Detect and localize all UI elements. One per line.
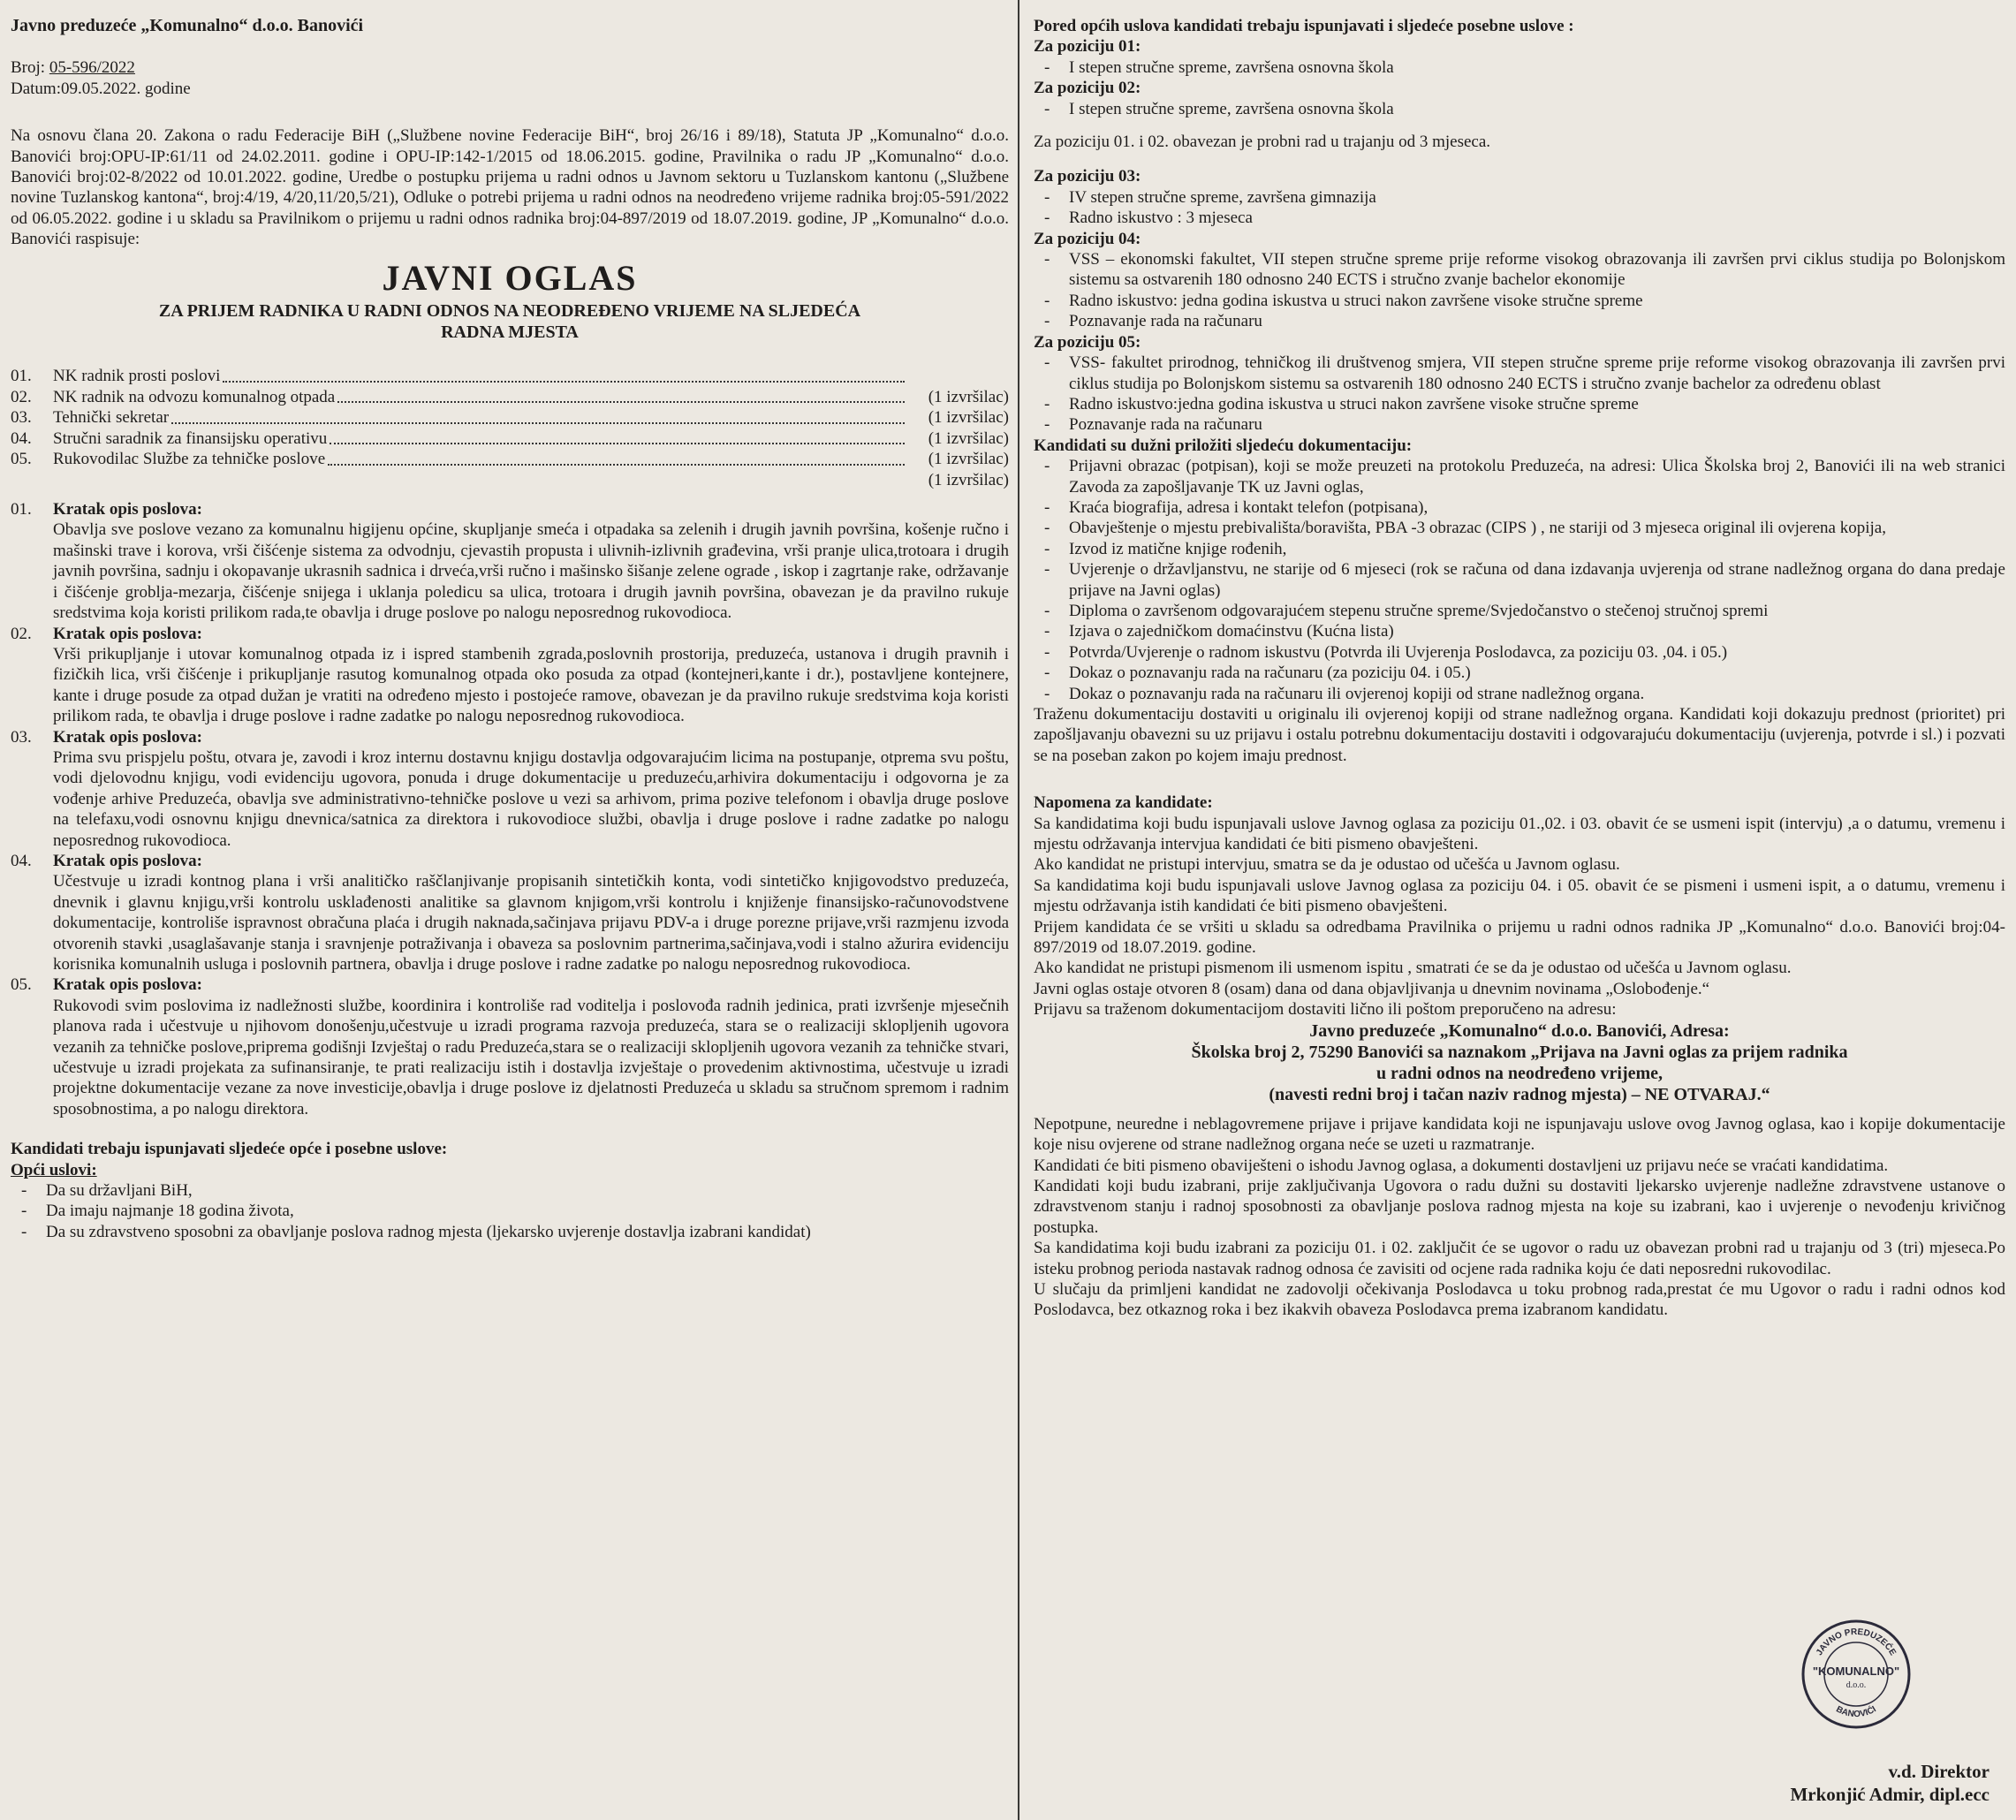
position-5-requirements <box>1034 353 2005 436</box>
right-column <box>1034 16 2005 1811</box>
job-description-1: 01. Kratak opis poslova: Obavlja sve poslove vezano za komunalnu higijenu općine, skupljanje smeća i otpadaka sa zelenih i drugih javnih površina, košenje ručno i mašinski trave i korova, vrši čišćenje sistema za odvodnju, cjevastih propusta i ulivnih-izlivnih građevina, vrši pranje ulica,trotoara i drugih javnih površina, sadnju i okopavanje ukrasnih sadnica i drveća,vrši ručno i mašinsko šišanje zelene ograde , iskop i zagrtanje rake, održavanje i čišćenje groblja-mezarja, čišćenje snijega i uklanja poledicu sa ulica, trotoara i drugih javnih površina, obavezan je da pravilno rukuje sredstvima koja koristi prilikom rada,te obavlja i druge poslove po nalogu neposrednog rukovodioca. <box>11 500 1009 623</box>
signature-block <box>1790 1760 1989 1806</box>
trial-period-note: Za poziciju 01. i 02. obavezan je probni rad u trajanju od 3 mjeseca. <box>1034 133 1491 152</box>
position-item: (1 izvršilac) <box>928 470 1009 489</box>
documents-list <box>1034 456 2005 704</box>
position-3-heading: Za poziciju 03: <box>1034 167 1141 186</box>
list-item: - I stepen stručne spreme, završena osnovna škola <box>1034 99 2005 119</box>
list-item: - Obavještenje o mjestu prebivališta/boravišta, PBA -3 obrazac (CIPS ) , ne stariji od 3 mjeseca original ili ovjerena kopija, <box>1034 518 2005 538</box>
description-heading: Kratak opis poslova: <box>53 851 202 870</box>
position-item: 01. NK radnik prosti poslovi <box>11 366 1009 387</box>
description-text: Učestvuje u izradi kontnog plana i vrši analitičko raščlanjivanje propisanih sintetičkih konta, vodi sintetičko knjigovodstvo preduzeća, dnevnik i glavnu knjigu,vrši kontrolu usklađenosti analitike sa glavnom knjigom,vrši kontrolu i knjiženje finansijsko-računovodstvene dokumentacije, kontroliše ispravnost obračuna plaća i drugih naknada,sačinjava prijavu PDV-a i druge porezne prijave,vrši razmjenu izvoda otvorenih stavki ,usaglašavanje stanja i sravnjenje potraživanja i obaveza sa poslovnim partnerima,sačinjava,vodi i stalno ažurira evidenciju korisnika komunalnih usluga i poslovnih partnera, obavlja i druge poslove i radne zadatke po nalogu neposrednog rukovodioca. <box>53 872 1009 974</box>
list-item: - IV stepen stručne spreme, završena gimnazija <box>1034 187 2005 208</box>
list-item: - VSS- fakultet prirodnog, tehničkog ili društvenog smjera, VII stepen stručne spreme prije reforme visokog obrazovanja ili završen prvi ciklus studija po Bolonjskom sistemu sa ostvarenih 180 odnosno 240 ECTS i stručno zvanje bachelor za određenu oblast <box>1034 353 2005 394</box>
stamp-middle-text: "KOMUNALNO" <box>1812 1665 1900 1678</box>
job-description-5: 05. Kratak opis poslova: Rukovodi svim poslovima iz nadležnosti službe, koordinira i kontroliše rad voditelja i poslovođa radnih jedinica, prati izvršenje mjesečnih planova rada i učestvuje u njihovom donošenju,učestvuje u izradi programa razvoja preduzeća, stara se o realizaciji sklopljenih ugovora vezanih za tehničke poslove,priprema godišnji Izvještaj o radu Preduzeća,stara se o realizaciji sklopljenih ugovora vezanih za tehničke stvari, učestvuje u izradi projekata za sufinansiranje, te prati realizaciju istih i dostavlja izvještaje o provedenim aktivnostima, učestvuje u izradi projektne dokumentacije vezane za nove investicije,obavlja i druge poslove iz djelatnosti Preduzeća u skladu sa stručnom spremom i radnim sposobnostima, a po nalogu direktora. <box>11 975 1009 1119</box>
description-text: Rukovodi svim poslovima iz nadležnosti službe, koordinira i kontroliše rad voditelja i poslovođa radnih jedinica, prati izvršenje mjesečnih planova rada i učestvuje u njihovom donošenju,učestvuje u izradi programa razvoja preduzeća, stara se o realizaciji sklopljenih ugovora vezanih za tehničke poslove,priprema godišnji Izvještaj o radu Preduzeća,stara se o realizaciji sklopljenih ugovora vezanih za tehničke stvari, učestvuje u izradi projekata za sufinansiranje, te prati realizaciju istih i dostavlja izvještaje o provedenim aktivnostima, učestvuje u izradi projektne dokumentacije vezane za nove investicije,obavlja i druge poslove iz djelatnosti Preduzeća u skladu sa stručnom spremom i radnim sposobnostima, a po nalogu direktora. <box>53 996 1009 1119</box>
position-2-requirements <box>1034 99 2005 119</box>
dotted-leader <box>328 464 905 466</box>
list-item: - Kraća biografija, adresa i kontakt telefon (potpisana), <box>1034 497 2005 518</box>
list-item: - Da imaju najmanje 18 godina života, <box>11 1201 1009 1221</box>
position-1-requirements <box>1034 57 2005 78</box>
notice-heading: Napomena za kandidate: <box>1034 793 1213 813</box>
position-item: 03. Tehnički sekretar (1 izvršilac) <box>11 408 1009 428</box>
position-item: 02. NK radnik na odvozu komunalnog otpada (1 izvršilac) <box>11 387 1009 406</box>
job-description-2: 02. Kratak opis poslova: Vrši prikupljanje i utovar komunalnog otpada iz i ispred stambenih zgrada,poslovnih prostorija, preduzeća, ustanova i drugih pravnih i fizičkih lica, vrši čišćenje i prikupljanje rasutog komunalnog otpada oko posuda za otpad (kontejneri,kante i dr.), postavljene kontejnere, kante i druge posude za otpad dužan je vratiti na određeno mjesto i postojeće ramove, obavezan je da pravilno rukuje sredstvima koja koristi prilikom rada, te obavlja i druge poslove i radne zadatke po nalogu neposrednog rukovodioca. <box>11 624 1009 726</box>
job-description-4: 04. Kratak opis poslova: Učestvuje u izradi kontnog plana i vrši analitičko raščlanjivanje propisanih sintetičkih konta, vodi sintetičko knjigovodstvo preduzeća, dnevnik i glavnu knjigu,vrši kontrolu usklađenosti analitike sa glavnom knjigom,vrši kontrolu i knjiženje finansijsko-računovodstvene dokumentacije, kontroliše ispravnost obračuna plaća i drugih naknada,sačinjava prijavu PDV-a i druge porezne prijave,vrši razmjenu izvoda otvorenih stavki ,usaglašavanje stanja i sravnjenje potraživanja i obaveza sa poslovnim partnerima,sačinjava,vodi i stalno ažurira evidenciju korisnika komunalnih usluga i poslovnih partnera, obavlja i druge poslove i radne zadatke po nalogu neposrednog rukovodioca. <box>11 851 1009 974</box>
positions-list <box>11 366 1009 490</box>
description-heading: Kratak opis poslova: <box>53 624 202 643</box>
notice-paragraph: Ako kandidat ne pristupi intervjuu, smatra se da je odustao od učešća u Javnom oglasu. <box>1034 855 1620 875</box>
description-text: Vrši prikupljanje i utovar komunalnog otpada iz i ispred stambenih zgrada,poslovnih prostorija, preduzeća, ustanova i drugih pravnih i fizičkih lica, vrši čišćenje i prikupljanje rasutog komunalnog otpada oko posuda za otpad (kontejneri,kante i dr.), postavljene kontejnere, kante i druge posude za otpad dužan je vratiti na određeno mjesto i postojeće ramove, obavezan je da pravilno rukuje sredstvima koja koristi prilikom rada, te obavlja i druge poslove i radne zadatke po nalogu neposrednog rukovodioca. <box>53 644 1009 726</box>
document-number: Broj: 05-596/2022 <box>11 58 135 78</box>
column-divider <box>1018 0 1019 1820</box>
signature-name: Mrkonjić Admir, dipl.ecc <box>1790 1784 1989 1805</box>
signature-role: v.d. Direktor <box>1888 1761 1989 1782</box>
description-heading: Kratak opis poslova: <box>53 500 202 519</box>
list-item: - Izjava o zajedničkom domaćinstvu (Kućna lista) <box>1034 621 2005 641</box>
position-item: 05. Rukovodilac Službe za tehničke poslove (1 izvršilac) <box>11 450 1009 469</box>
notice-paragraph: Prijavu sa traženom dokumentacijom dostaviti lično ili poštom preporučeno na adresu: <box>1034 1000 1617 1020</box>
position-3-requirements <box>1034 187 2005 229</box>
list-item: - Izvod iz matične knjige rođenih, <box>1034 539 2005 559</box>
special-requirements-heading: Pored općih uslova kandidati trebaju ispunjavati i sljedeće posebne uslove : <box>1034 17 1574 35</box>
list-item: - Da su državljani BiH, <box>11 1180 1009 1201</box>
left-column <box>11 16 1009 1811</box>
dotted-leader <box>337 401 905 403</box>
closing-paragraph: Nepotpune, neuredne i neblagovremene prijave i prijave kandidata koji ne ispunjavaju uslove ovog Javnog oglasa, kao i kopije dokumentacije koje nisu ovjerene od strane nadležnog organa neće se uzeti u razmatranje. <box>1034 1114 2005 1155</box>
dotted-leader <box>171 422 905 424</box>
list-item: - Dokaz o poznavanju rada na računaru (za poziciju 04. i 05.) <box>1034 663 2005 683</box>
page-title: JAVNI OGLAS <box>382 257 638 298</box>
list-item: - Da su zdravstveno sposobni za obavljanje poslova radnog mjesta (ljekarsko uvjerenje dostavlja izabrani kandidat) <box>11 1222 1009 1242</box>
description-heading: Kratak opis poslova: <box>53 727 202 747</box>
dotted-leader <box>223 381 905 383</box>
intro-paragraph: Na osnovu člana 20. Zakona o radu Federacije BiH („Službene novine Federacije BiH“, broj 26/16 i 89/18), Statuta JP „Komunalno“ d.o.o. Banovići broj:OPU-IP:61/11 od 24.02.2011. godine i OPU-IP:142-1/2015 od 18.06.2015. godine, Pravilnika o radu JP „Komunalno“ d.o.o. Banovići broj:02-8/2022 od 10.01.2022. godine, Uredbe o postupku prijema u radni odnos u Javnom sektoru u Tuzlanskom kantonu („Službene novine Tuzlanskog kantona“, broj:4/19, 4/20,11/20,5/21), Odluke o potrebi prijema u radni odnos na neodređeno vrijeme radnika broj:05-591/2022 od 06.05.2022. godine i u skladu sa Pravilnikom o prijemu u radni odnos radnika broj:04-897/2019 od 18.07.2019. godine, JP „Komunalno“ d.o.o. Banovići raspisuje: <box>11 126 1009 249</box>
notice-paragraph: Javni oglas ostaje otvoren 8 (osam) dana od dana objavljivanja u dnevnim novinama „Oslobođenje.“ <box>1034 979 1710 998</box>
document-date: Datum:09.05.2022. godine <box>11 79 191 98</box>
page-subtitle: ZA PRIJEM RADNIKA U RADNI ODNOS NA NEODREĐENO VRIJEME NA SLJEDEĆA RADNA MJESTA <box>158 301 861 343</box>
position-4-requirements <box>1034 249 2005 332</box>
position-4-heading: Za poziciju 04: <box>1034 229 1141 248</box>
list-item: - Diploma o završenom odgovarajućem stepenu stručne spreme/Svjedočanstvo o stečenoj stručnoj spremi <box>1034 601 2005 621</box>
list-item: - Dokaz o poznavanju rada na računaru ili ovjerenoj kopiji od strane nadležnog organa. <box>1034 684 2005 704</box>
requirements-heading: Kandidati trebaju ispunjavati sljedeće opće i posebne uslove: <box>11 1140 448 1159</box>
stamp-sub-text: d.o.o. <box>1845 1680 1867 1690</box>
documents-note: Traženu dokumentaciju dostaviti u originalu ili ovjerenoj kopiji od strane nadležnog organa. Kandidati koji dokazuju prednost (prioritet) pri zapošljavanju obavezni su uz prijavu i ostalu potrebnu dokumentaciju dostaviti i odgovarajuću dokumentaciju (uvjerenja, potvrde i sl.) i pozvati se na poseban zakon po kojem imaju prednost. <box>1034 705 2005 765</box>
closing-paragraph: U slučaju da primljeni kandidat ne zadovolji očekivanja Poslodavca u toku probnog rada,prestat će mu Ugovor o radu i radni odnos kod Poslodavca, bez otkaznog roka i bez ikakvih obaveza Poslodavca prema izabranom kandidatu. <box>1034 1279 2005 1320</box>
list-item: - Prijavni obrazac (potpisan), koji se može preuzeti na protokolu Preduzeća, na adresi: Ulica Školska broj 2, Banovići ili na web stranici Zavoda za zapošljavanje TK uz Javni oglas, <box>1034 456 2005 497</box>
list-item: - Uvjerenje o državljanstvu, ne starije od 6 mjeseci (rok se računa od dana izdavanja uvjerenja od strane nadležnog organa do dana predaje prijave na Javni oglas) <box>1034 559 2005 601</box>
position-5-heading: Za poziciju 05: <box>1034 332 1141 352</box>
description-heading: Kratak opis poslova: <box>53 975 202 995</box>
position-2-heading: Za poziciju 02: <box>1034 79 1141 98</box>
notice-paragraph: Sa kandidatima koji budu ispunjavali uslove Javnog oglasa za poziciju 04. i 05. obavit će se pismeni i usmeni ispit, a o datumu, vremenu i mjestu održavanja istih kandidati će biti pismeno obavješteni. <box>1034 876 2005 916</box>
list-item: - Potvrda/Uvjerenje o radnom iskustvu (Potvrda ili Uvjerenja Poslodavca, za poziciju 03. ,04. i 05.) <box>1034 642 2005 663</box>
list-item: - I stepen stručne spreme, završena osnovna škola <box>1034 57 2005 78</box>
closing-paragraph: Kandidati koji budu izabrani, prije zaključivanja Ugovora o radu dužni su dostaviti ljekarsko uvjerenje nadležne zdravstvene ustanove o zdravstvenom stanju i radnoj sposobnosti za obavljanje poslova radnog mjesta na koje su izabrani, kao i uvjerenje o nevođenju krivičnog postupka. <box>1034 1176 2005 1237</box>
document-number-value: 05-596/2022 <box>49 58 135 78</box>
job-description-3: 03. Kratak opis poslova: Prima svu prispjelu poštu, otvara je, zavodi i kroz internu dostavnu knjigu dostavlja odgovarajućim licima na postupanje, otprema svu poštu, vodi djelovodnu knjigu, vodi evidenciju ugovora, ponuda i druge dokumentacije u preduzeću,arhivira dokumentaciju i odgovorna je za vođenje arhive Preduzeća, obavlja sve administrativno-tehničke poslove u vezi sa arhivom, prima pozive telefonom i obavlja druge poslove na telefaxu,vodi osnovnu knjigu dnevnica/satnica za direktora i rukovodioce službi, obavlja i druge poslove i radne zadatke po nalogu neposrednog rukovodioca. <box>11 727 1009 850</box>
stamp-top-text: JAVNO PREDUZEĆE <box>1815 1627 1898 1657</box>
position-item: 04. Stručni saradnik za finansijsku operativu (1 izvršilac) <box>11 428 1009 448</box>
mailing-address: Javno preduzeće „Komunalno“ d.o.o. Banovići, Adresa: Školska broj 2, 75290 Banovići sa naznakom „Prijava na Javni oglas za prijem radnika u radni odnos na neodređeno vrijeme, (navesti redni broj i tačan naziv radnog mjesta) – NE OTVARAJ.“ <box>1191 1020 1848 1104</box>
general-requirements-heading: Opći uslovi: <box>11 1160 97 1179</box>
notice-paragraph: Prijem kandidata će se vršiti u skladu sa odredbama Pravilnika o prijemu u radni odnos radnika JP „Komunalno“ d.o.o. Banovići broj:04-897/2019 od 18.07.2019. godine. <box>1034 917 2005 958</box>
stamp-bottom-text: BANOVIĆI <box>1834 1704 1878 1720</box>
company-header: Javno preduzeće „Komunalno“ d.o.o. Banovići <box>11 16 364 35</box>
list-item: - Radno iskustvo : 3 mjeseca <box>1034 208 2005 228</box>
list-item: - Poznavanje rada na računaru <box>1034 414 2005 435</box>
closing-paragraph: Sa kandidatima koji budu izabrani za poziciju 01. i 02. zaključit će se ugovor o radu uz obavezan probni rad u trajanju od 3 (tri) mjeseca.Po isteku probnog perioda nastavak radnog odnosa će zavisiti od ocjene rada radnika koju će dati neposredni rukovodilac. <box>1034 1239 2005 1278</box>
dotted-leader <box>330 443 905 444</box>
list-item: - Radno iskustvo: jedna godina iskustva u struci nakon završene visoke stručne spreme <box>1034 291 2005 311</box>
list-item: - Radno iskustvo:jedna godina iskustva u struci nakon završene visoke stručne spreme <box>1034 394 2005 414</box>
position-1-heading: Za poziciju 01: <box>1034 37 1141 57</box>
documents-heading: Kandidati su dužni priložiti sljedeću dokumentaciju: <box>1034 436 1413 455</box>
description-text: Prima svu prispjelu poštu, otvara je, zavodi i kroz internu dostavnu knjigu dostavlja odgovarajućim licima na postupanje, otprema svu poštu, vodi djelovodnu knjigu, vodi evidenciju ugovora, ponuda i druge dokumentacije u preduzeću,arhivira dokumentaciju i odgovorna je za vođenje arhive Preduzeća, obavlja sve administrativno-tehničke poslove u vezi sa arhivom, prima pozive telefonom i obavlja druge poslove na telefaxu,vodi osnovnu knjigu dnevnica/satnica za direktora i rukovodioce službi, obavlja i druge poslove i radne zadatke po nalogu neposrednog rukovodioca. <box>53 747 1009 850</box>
company-stamp <box>1799 1617 1914 1732</box>
list-item: - Poznavanje rada na računaru <box>1034 311 2005 331</box>
notice-paragraph: Sa kandidatima koji budu ispunjavali uslove Javnog oglasa za poziciju 01.,02. i 03. obavit će se usmeni ispit (intervju) ,a o datumu, vremenu i mjestu održavanja intervjua kandidati će biti pismeno obavješteni. <box>1034 814 2005 854</box>
notice-paragraph: Ako kandidat ne pristupi pismenom ili usmenom ispitu , smatrati će se da je odustao od učešća u Javnom oglasu. <box>1034 959 1792 978</box>
description-text: Obavlja sve poslove vezano za komunalnu higijenu općine, skupljanje smeća i otpadaka sa zelenih i drugih javnih površina, košenje ručno i mašinski trave i korova, vrši čišćenje sistema za odvodnju, cjevastih propusta i ulivnih-izlivnih građevina, vrši pranje ulica,trotoara i drugih javnih površina, sadnju i okopavanje ukrasnih sadnica i drveća,vrši ručno i mašinsko šišanje zelene ograde , iskop i zagrtanje rake, održavanje i čišćenje groblja-mezarja, čišćenje snijega i uklanja poledicu sa ulica, trotoara i drugih javnih površina, obavezan je da pravilno rukuje sredstvima koja koristi prilikom rada,te obavlja i druge poslove po nalogu neposrednog rukovodioca. <box>53 520 1009 623</box>
general-requirements-list <box>11 1180 1009 1242</box>
list-item: - VSS – ekonomski fakultet, VII stepen stručne spreme prije reforme visokog obrazovanja ili završen prvi ciklus studija po Bolonjskom sistemu sa ostvarenih 180 odnosno 240 ECTS i stručno zvanje bachelor ekonomije <box>1034 249 2005 291</box>
closing-paragraph: Kandidati će biti pismeno obaviješteni o ishodu Javnog oglasa, a dokumenti dostavljeni uz prijavu neće se vraćati kandidatima. <box>1034 1156 1889 1175</box>
